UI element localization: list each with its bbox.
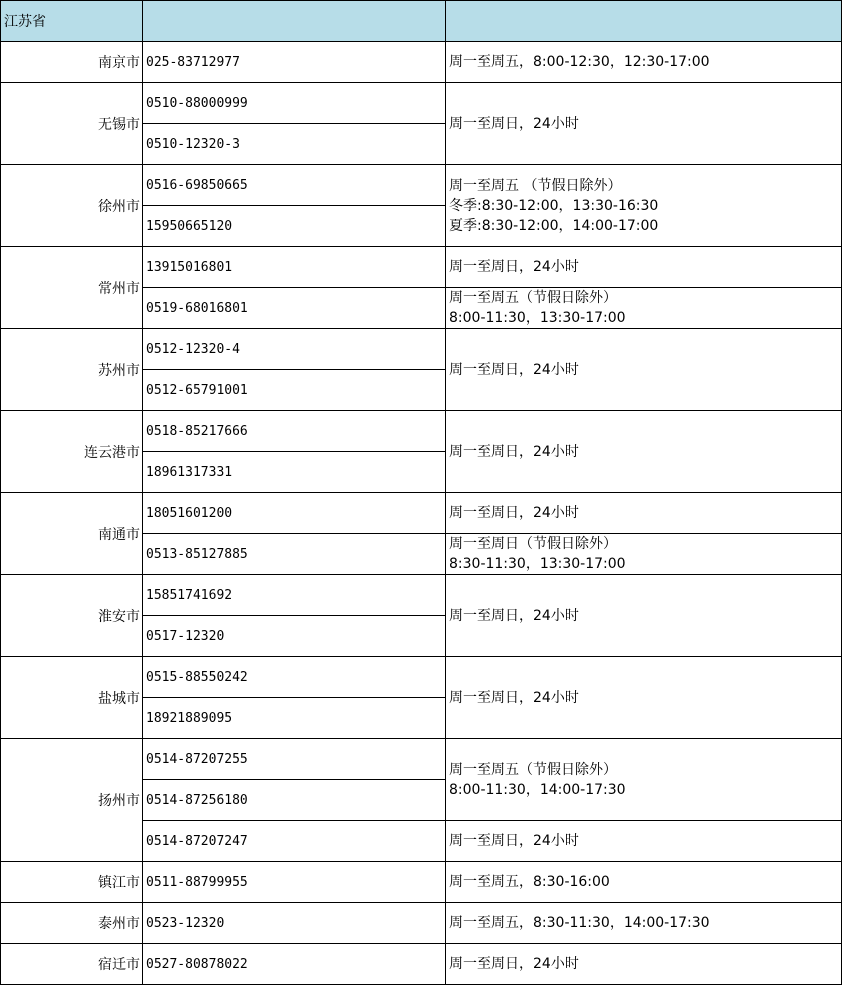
table-row: [1, 42, 842, 83]
phone-number: 0523-12320: [143, 903, 446, 944]
service-hours: [446, 657, 842, 739]
table-row: [1, 83, 842, 124]
service-hours-line: 周一至周日，24小时: [449, 361, 579, 378]
phone-number: 0512-65791001: [143, 370, 446, 411]
service-hours: [446, 288, 842, 329]
table-row: [1, 903, 842, 944]
service-hours-line: 冬季:8:30-12:00，13:30-16:30: [449, 197, 659, 214]
city-name: 宿迁市: [1, 944, 143, 985]
phone-number: 13915016801: [143, 247, 446, 288]
phone-number: 0510-88000999: [143, 83, 446, 124]
phone-header: [143, 1, 446, 42]
service-hours: [446, 575, 842, 657]
service-hours-line: 8:00-11:30，14:00-17:30: [449, 781, 626, 798]
service-hours-line: 周一至周日（节假日除外）: [449, 536, 617, 552]
service-hours: [446, 862, 842, 903]
phone-number: 0511-88799955: [143, 862, 446, 903]
service-hours-line: 周一至周日，24小时: [449, 833, 579, 849]
service-hours-line: 周一至周五（节假日除外）: [449, 761, 617, 778]
service-hours: [446, 329, 842, 411]
service-hours-line: 周一至周日，24小时: [449, 259, 579, 275]
phone-number: 18961317331: [143, 452, 446, 493]
service-hours: [446, 903, 842, 944]
table-row: [1, 575, 842, 616]
table-row: [1, 657, 842, 698]
city-name: 扬州市: [1, 739, 143, 862]
service-hours-line: 周一至周日，24小时: [449, 443, 579, 460]
province-header: 江苏省: [1, 1, 143, 42]
service-hours: [446, 944, 842, 985]
phone-number: 0516-69850665: [143, 165, 446, 206]
service-hours-line: 8:00-11:30，13:30-17:00: [449, 310, 626, 326]
city-name: 南京市: [1, 42, 143, 83]
table-row: [1, 411, 842, 452]
service-hours: [446, 534, 842, 575]
service-hours: [446, 411, 842, 493]
service-hours-line: 周一至周五，8:30-16:00: [449, 874, 610, 890]
table-row: [1, 862, 842, 903]
service-hours-line: 周一至周日，24小时: [449, 607, 579, 624]
service-hours: [446, 247, 842, 288]
phone-number: 0513-85127885: [143, 534, 446, 575]
phone-number: 0518-85217666: [143, 411, 446, 452]
service-hours-line: 周一至周日，24小时: [449, 115, 579, 132]
table-row: [1, 329, 842, 370]
service-hours: [446, 165, 842, 247]
service-hours-line: 夏季:8:30-12:00，14:00-17:00: [449, 217, 659, 234]
city-name: 苏州市: [1, 329, 143, 411]
service-hours: [446, 821, 842, 862]
phone-number: 18051601200: [143, 493, 446, 534]
phone-number: 15950665120: [143, 206, 446, 247]
service-hours: [446, 739, 842, 821]
city-name: 淮安市: [1, 575, 143, 657]
city-name: 常州市: [1, 247, 143, 329]
contact-table-body: [1, 1, 842, 985]
city-name: 无锡市: [1, 83, 143, 165]
phone-number: 15851741692: [143, 575, 446, 616]
table-row: [1, 493, 842, 534]
hours-header: [446, 1, 842, 42]
phone-number: 0514-87207247: [143, 821, 446, 862]
phone-number: 025-83712977: [143, 42, 446, 83]
service-hours: [446, 493, 842, 534]
phone-number: 0514-87256180: [143, 780, 446, 821]
table-row: [1, 247, 842, 288]
service-hours-line: 周一至周日，24小时: [449, 689, 579, 706]
service-hours-line: 周一至周五，8:00-12:30，12:30-17:00: [449, 54, 710, 70]
phone-number: 18921889095: [143, 698, 446, 739]
phone-number: 0510-12320-3: [143, 124, 446, 165]
phone-number: 0517-12320: [143, 616, 446, 657]
city-name: 连云港市: [1, 411, 143, 493]
city-name: 泰州市: [1, 903, 143, 944]
table-row: [1, 739, 842, 780]
phone-number: 0519-68016801: [143, 288, 446, 329]
table-row: [1, 165, 842, 206]
service-hours: [446, 42, 842, 83]
phone-number: 0527-80878022: [143, 944, 446, 985]
phone-number: 0514-87207255: [143, 739, 446, 780]
service-hours-line: 周一至周五 （节假日除外）: [449, 177, 622, 194]
service-hours-line: 周一至周五，8:30-11:30，14:00-17:30: [449, 915, 710, 931]
service-hours-line: 8:30-11:30，13:30-17:00: [449, 556, 626, 572]
service-hours: [446, 83, 842, 165]
service-hours-line: 周一至周五（节假日除外）: [449, 290, 617, 306]
header-row: [1, 1, 842, 42]
phone-number: 0515-88550242: [143, 657, 446, 698]
city-name: 盐城市: [1, 657, 143, 739]
city-name: 镇江市: [1, 862, 143, 903]
service-hours-line: 周一至周日，24小时: [449, 956, 579, 972]
city-name: 南通市: [1, 493, 143, 575]
table-row: [1, 944, 842, 985]
phone-number: 0512-12320-4: [143, 329, 446, 370]
city-name: 徐州市: [1, 165, 143, 247]
service-hours-line: 周一至周日，24小时: [449, 505, 579, 521]
